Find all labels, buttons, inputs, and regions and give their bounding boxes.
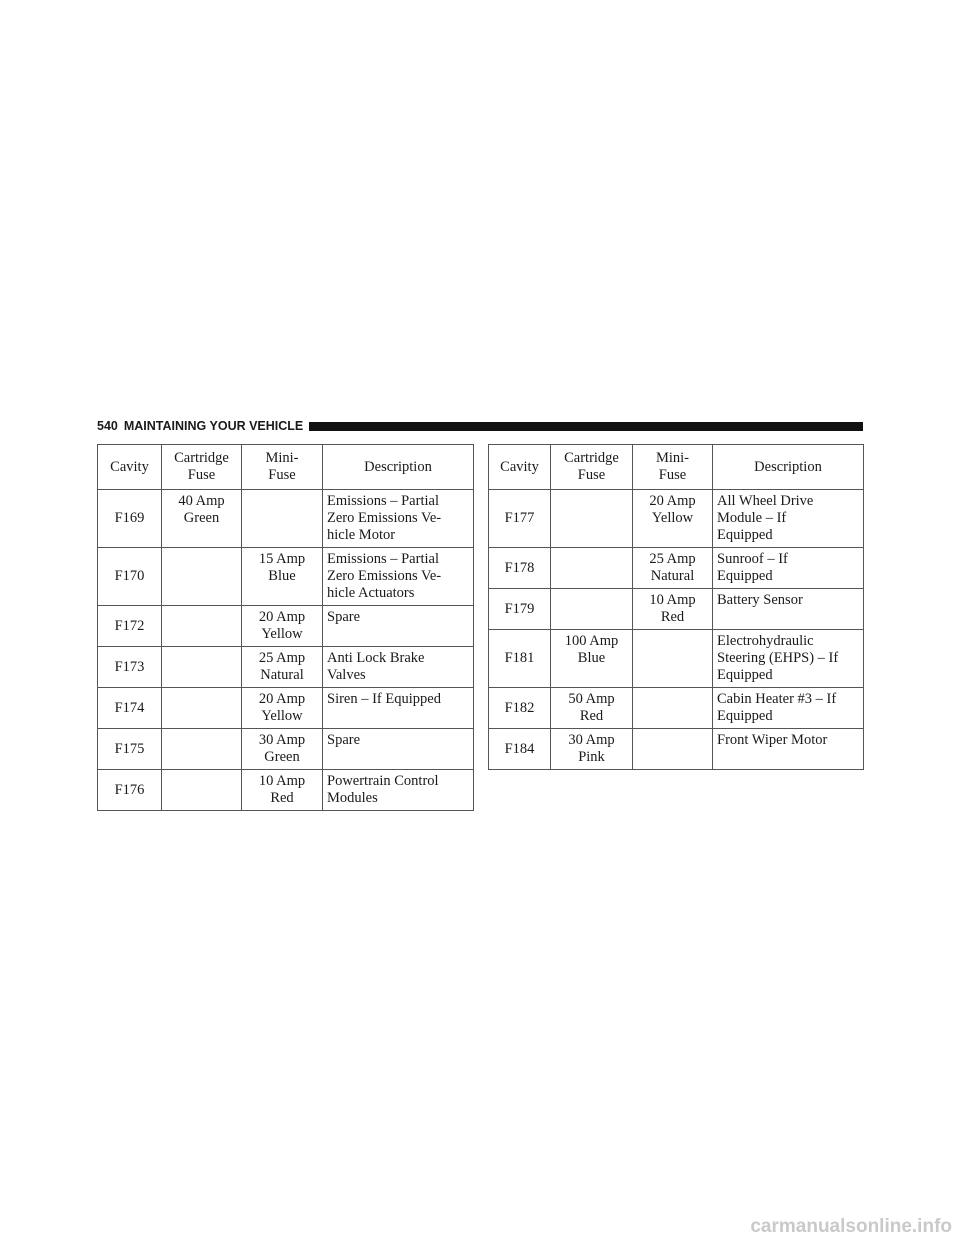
description-cell: Electrohydraulic Steering (EHPS) – If Equipped	[713, 630, 864, 688]
cavity-cell: F181	[489, 630, 551, 688]
cavity-cell: F184	[489, 729, 551, 770]
section-title: MAINTAINING YOUR VEHICLE	[123, 419, 304, 433]
cartridge-cell	[551, 589, 633, 630]
description-cell: Battery Sensor	[713, 589, 864, 630]
header-cartridge: Cartridge Fuse	[551, 445, 633, 490]
mini-cell	[633, 688, 713, 729]
mini-cell	[633, 630, 713, 688]
fuse-table-left	[97, 444, 474, 811]
fuse-row-f179	[489, 589, 864, 630]
mini-cell	[633, 729, 713, 770]
cavity-cell: F179	[489, 589, 551, 630]
fuse-row-f175	[98, 729, 474, 770]
cavity-cell: F175	[98, 729, 162, 770]
cavity-cell: F182	[489, 688, 551, 729]
mini-cell: 15 Amp Blue	[242, 548, 323, 606]
description-cell: Spare	[323, 729, 474, 770]
description-cell: Spare	[323, 606, 474, 647]
fuse-row-f170	[98, 548, 474, 606]
cartridge-cell	[162, 606, 242, 647]
cavity-cell: F173	[98, 647, 162, 688]
mini-cell: 20 Amp Yellow	[242, 688, 323, 729]
page-header	[97, 418, 863, 434]
cavity-cell: F170	[98, 548, 162, 606]
mini-cell	[242, 490, 323, 548]
cartridge-cell: 40 Amp Green	[162, 490, 242, 548]
fuse-row-f174	[98, 688, 474, 729]
fuse-row-f169	[98, 490, 474, 548]
mini-cell: 10 Amp Red	[242, 770, 323, 811]
fuse-row-f178	[489, 548, 864, 589]
description-cell: Front Wiper Motor	[713, 729, 864, 770]
table-header-row	[489, 445, 864, 490]
fuse-row-f181	[489, 630, 864, 688]
header-rule	[309, 422, 863, 431]
fuse-row-f184	[489, 729, 864, 770]
watermark: carmanualsonline.info	[750, 1216, 952, 1237]
header-mini: Mini- Fuse	[633, 445, 713, 490]
header-cartridge: Cartridge Fuse	[162, 445, 242, 490]
cartridge-cell	[162, 729, 242, 770]
header-mini: Mini- Fuse	[242, 445, 323, 490]
description-cell: Emissions – Partial Zero Emissions Ve- hicle Actuators	[323, 548, 474, 606]
cartridge-cell	[162, 647, 242, 688]
header-cavity: Cavity	[98, 445, 162, 490]
cavity-cell: F176	[98, 770, 162, 811]
fuse-row-f176	[98, 770, 474, 811]
header-description: Description	[323, 445, 474, 490]
cartridge-cell	[162, 770, 242, 811]
mini-cell: 10 Amp Red	[633, 589, 713, 630]
cavity-cell: F174	[98, 688, 162, 729]
description-cell: Powertrain Control Modules	[323, 770, 474, 811]
fuse-row-f182	[489, 688, 864, 729]
cartridge-cell	[551, 548, 633, 589]
mini-cell: 20 Amp Yellow	[633, 490, 713, 548]
fuse-row-f177	[489, 490, 864, 548]
header-cavity: Cavity	[489, 445, 551, 490]
description-cell: Cabin Heater #3 – If Equipped	[713, 688, 864, 729]
description-cell: All Wheel Drive Module – If Equipped	[713, 490, 864, 548]
fuse-row-f173	[98, 647, 474, 688]
mini-cell: 25 Amp Natural	[633, 548, 713, 589]
fuse-table-right	[488, 444, 864, 770]
cartridge-cell	[162, 688, 242, 729]
cartridge-cell: 100 Amp Blue	[551, 630, 633, 688]
table-header-row	[98, 445, 474, 490]
fuse-row-f172	[98, 606, 474, 647]
description-cell: Emissions – Partial Zero Emissions Ve- hicle Motor	[323, 490, 474, 548]
cavity-cell: F178	[489, 548, 551, 589]
description-cell: Anti Lock Brake Valves	[323, 647, 474, 688]
description-cell: Sunroof – If Equipped	[713, 548, 864, 589]
cartridge-cell: 30 Amp Pink	[551, 729, 633, 770]
mini-cell: 30 Amp Green	[242, 729, 323, 770]
page-number: 540	[97, 419, 118, 433]
cartridge-cell	[551, 490, 633, 548]
cavity-cell: F172	[98, 606, 162, 647]
cartridge-cell: 50 Amp Red	[551, 688, 633, 729]
description-cell: Siren – If Equipped	[323, 688, 474, 729]
mini-cell: 25 Amp Natural	[242, 647, 323, 688]
mini-cell: 20 Amp Yellow	[242, 606, 323, 647]
cartridge-cell	[162, 548, 242, 606]
header-description: Description	[713, 445, 864, 490]
cavity-cell: F169	[98, 490, 162, 548]
cavity-cell: F177	[489, 490, 551, 548]
